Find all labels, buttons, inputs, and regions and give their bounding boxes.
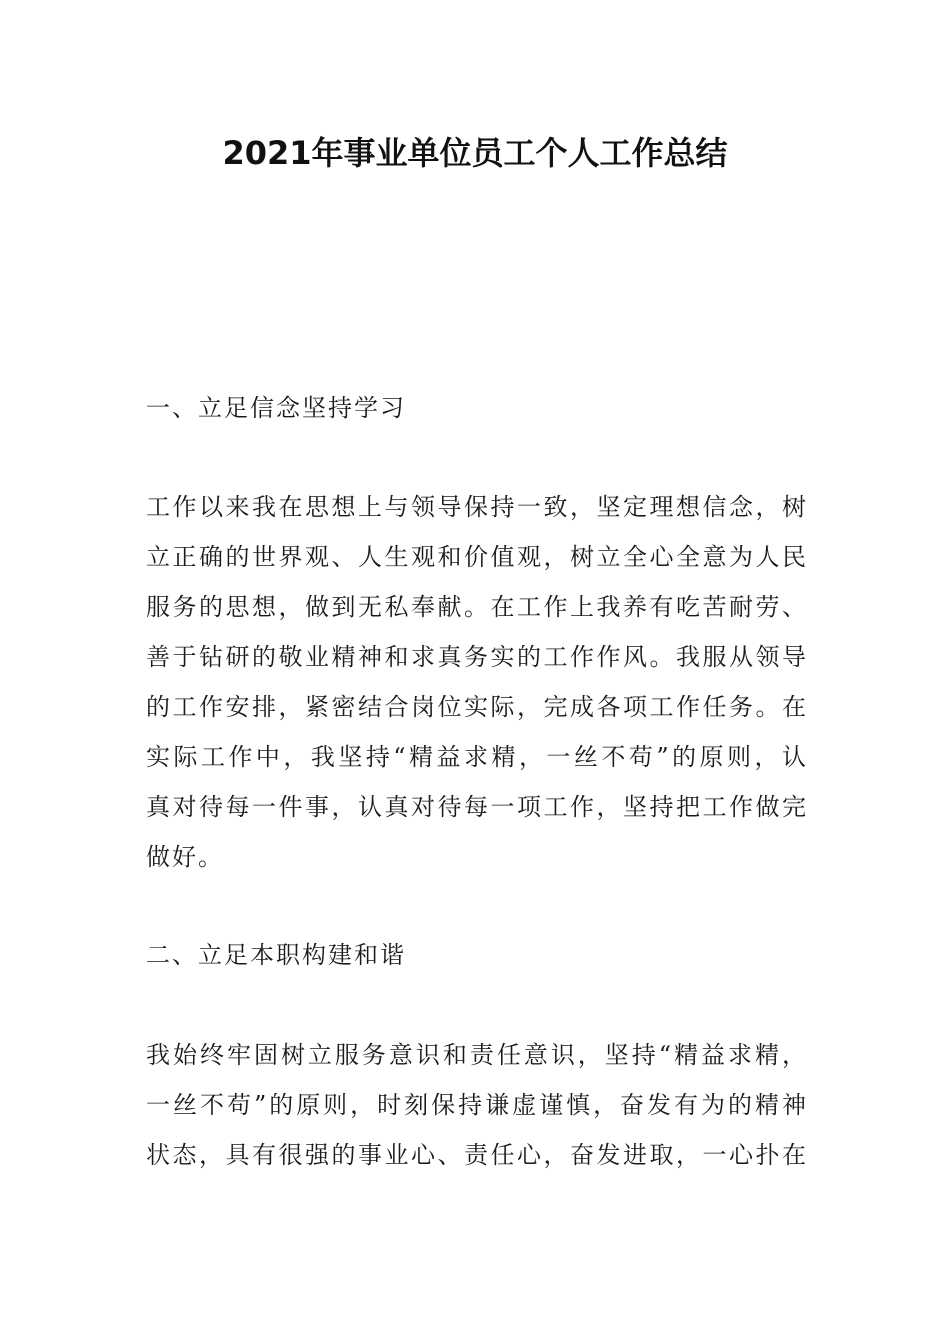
paragraph-line: 善于钻研的敬业精神和求真务实的工作作风。我服从领导 bbox=[146, 643, 806, 671]
paragraph-line: 的工作安排，紧密结合岗位实际，完成各项工作任务。在 bbox=[146, 693, 806, 721]
section-heading-2: 二、立足本职构建和谐 bbox=[146, 941, 406, 969]
paragraph-line: 做好。 bbox=[146, 843, 224, 871]
paragraph-line: 服务的思想，做到无私奉献。在工作上我养有吃苦耐劳、 bbox=[146, 593, 806, 621]
paragraph-line: 真对待每一件事，认真对待每一项工作，坚持把工作做完 bbox=[146, 793, 806, 821]
paragraph-line: 状态，具有很强的事业心、责任心，奋发进取，一心扑在 bbox=[146, 1141, 806, 1169]
paragraph-line: 一丝不苟”的原则，时刻保持谦虚谨慎，奋发有为的精神 bbox=[146, 1091, 806, 1119]
paragraph-line: 工作以来我在思想上与领导保持一致，坚定理想信念，树 bbox=[146, 493, 806, 521]
paragraph-line: 立正确的世界观、人生观和价值观，树立全心全意为人民 bbox=[146, 543, 806, 571]
paragraph-line: 实际工作中，我坚持“精益求精，一丝不苟”的原则，认 bbox=[146, 743, 806, 771]
section-heading-1: 一、立足信念坚持学习 bbox=[146, 394, 406, 422]
document-title: 2021年事业单位员工个人工作总结 bbox=[222, 134, 728, 172]
paragraph-line: 我始终牢固树立服务意识和责任意识，坚持“精益求精， bbox=[146, 1041, 806, 1069]
section-paragraph-1 bbox=[146, 482, 806, 882]
section-paragraph-2 bbox=[146, 1030, 806, 1180]
